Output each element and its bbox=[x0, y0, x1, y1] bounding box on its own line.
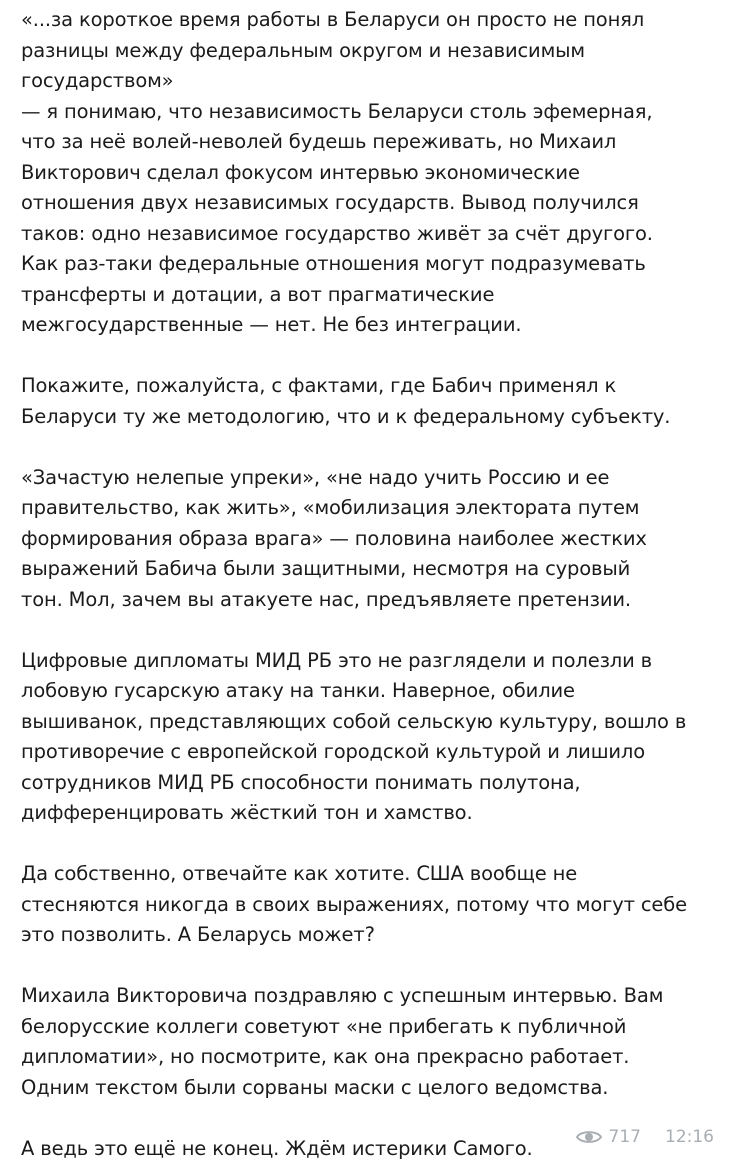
text-line: «...за короткое время работы в Беларуси он просто не понял bbox=[21, 5, 704, 36]
text-line: правительство, как жить», «мобилизация электората путем bbox=[21, 493, 704, 524]
text-line: — я понимаю, что независимость Беларуси столь эфемерная, bbox=[21, 97, 704, 128]
text-line: тон. Мол, зачем вы атакуете нас, предъявляете претензии. bbox=[21, 585, 704, 616]
message-meta bbox=[576, 1127, 714, 1147]
paragraph-2 bbox=[21, 371, 704, 432]
text-line: государством» bbox=[21, 66, 704, 97]
text-line: таков: одно независимое государство живёт за счёт другого. bbox=[21, 219, 704, 250]
paragraph-4 bbox=[21, 646, 704, 829]
text-line: дипломатии», но посмотрите, как она прекрасно работает. bbox=[21, 1042, 704, 1073]
text-line: сотрудников МИД РБ способности понимать полутона, bbox=[21, 768, 704, 799]
text-line: трансферты и дотации, а вот прагматические bbox=[21, 280, 704, 311]
text-line: стесняются никогда в своих выражениях, потому что могут себе bbox=[21, 890, 704, 921]
paragraph-3 bbox=[21, 463, 704, 616]
text-line: «Зачастую нелепые упреки», «не надо учить Россию и ее bbox=[21, 463, 704, 494]
text-line: Беларуси ту же методологию, что и к федеральному субъекту. bbox=[21, 402, 704, 433]
text-line: Как раз-таки федеральные отношения могут подразумевать bbox=[21, 249, 704, 280]
paragraph-1 bbox=[21, 5, 704, 341]
text-line: лобовую гусарскую атаку на танки. Наверное, обилие bbox=[21, 676, 704, 707]
paragraph-6 bbox=[21, 981, 704, 1103]
text-line: вышиванок, представляющих собой сельскую культуру, вошло в bbox=[21, 707, 704, 738]
paragraph-last: А ведь это ещё не конец. Ждём истерики Самого. bbox=[21, 1134, 704, 1164]
text-line: межгосударственные — нет. Не без интеграции. bbox=[21, 310, 704, 341]
text-line: Викторович сделал фокусом интервью экономические bbox=[21, 158, 704, 189]
text-line: противоречие с европейской городской культурой и лишило bbox=[21, 737, 704, 768]
text-line: что за неё волей-неволей будешь переживать, но Михаил bbox=[21, 127, 704, 158]
eye-icon bbox=[576, 1129, 602, 1145]
text-line: Одним текстом были сорваны маски с целого ведомства. bbox=[21, 1073, 704, 1104]
text-line: Покажите, пожалуйста, с фактами, где Бабич применял к bbox=[21, 371, 704, 402]
message-time: 12:16 bbox=[665, 1127, 714, 1147]
text-line: Михаила Викторовича поздравляю с успешным интервью. Вам bbox=[21, 981, 704, 1012]
text-line: дифференцировать жёсткий тон и хамство. bbox=[21, 798, 704, 829]
text-line: разницы между федеральным округом и независимым bbox=[21, 36, 704, 67]
text-line: Цифровые дипломаты МИД РБ это не разглядели и полезли в bbox=[21, 646, 704, 677]
text-line: выражений Бабича были защитными, несмотря на суровый bbox=[21, 554, 704, 585]
text-line: Да собственно, отвечайте как хотите. США вообще не bbox=[21, 859, 704, 890]
views-count: 717 bbox=[609, 1127, 641, 1147]
text-line: отношения двух независимых государств. Вывод получился bbox=[21, 188, 704, 219]
paragraph-5 bbox=[21, 859, 704, 951]
text-line: это позволить. А Беларусь может? bbox=[21, 920, 704, 951]
text-line: формирования образа врага» — половина наиболее жестких bbox=[21, 524, 704, 555]
text-line: белорусские коллеги советуют «не прибегать к публичной bbox=[21, 1012, 704, 1043]
